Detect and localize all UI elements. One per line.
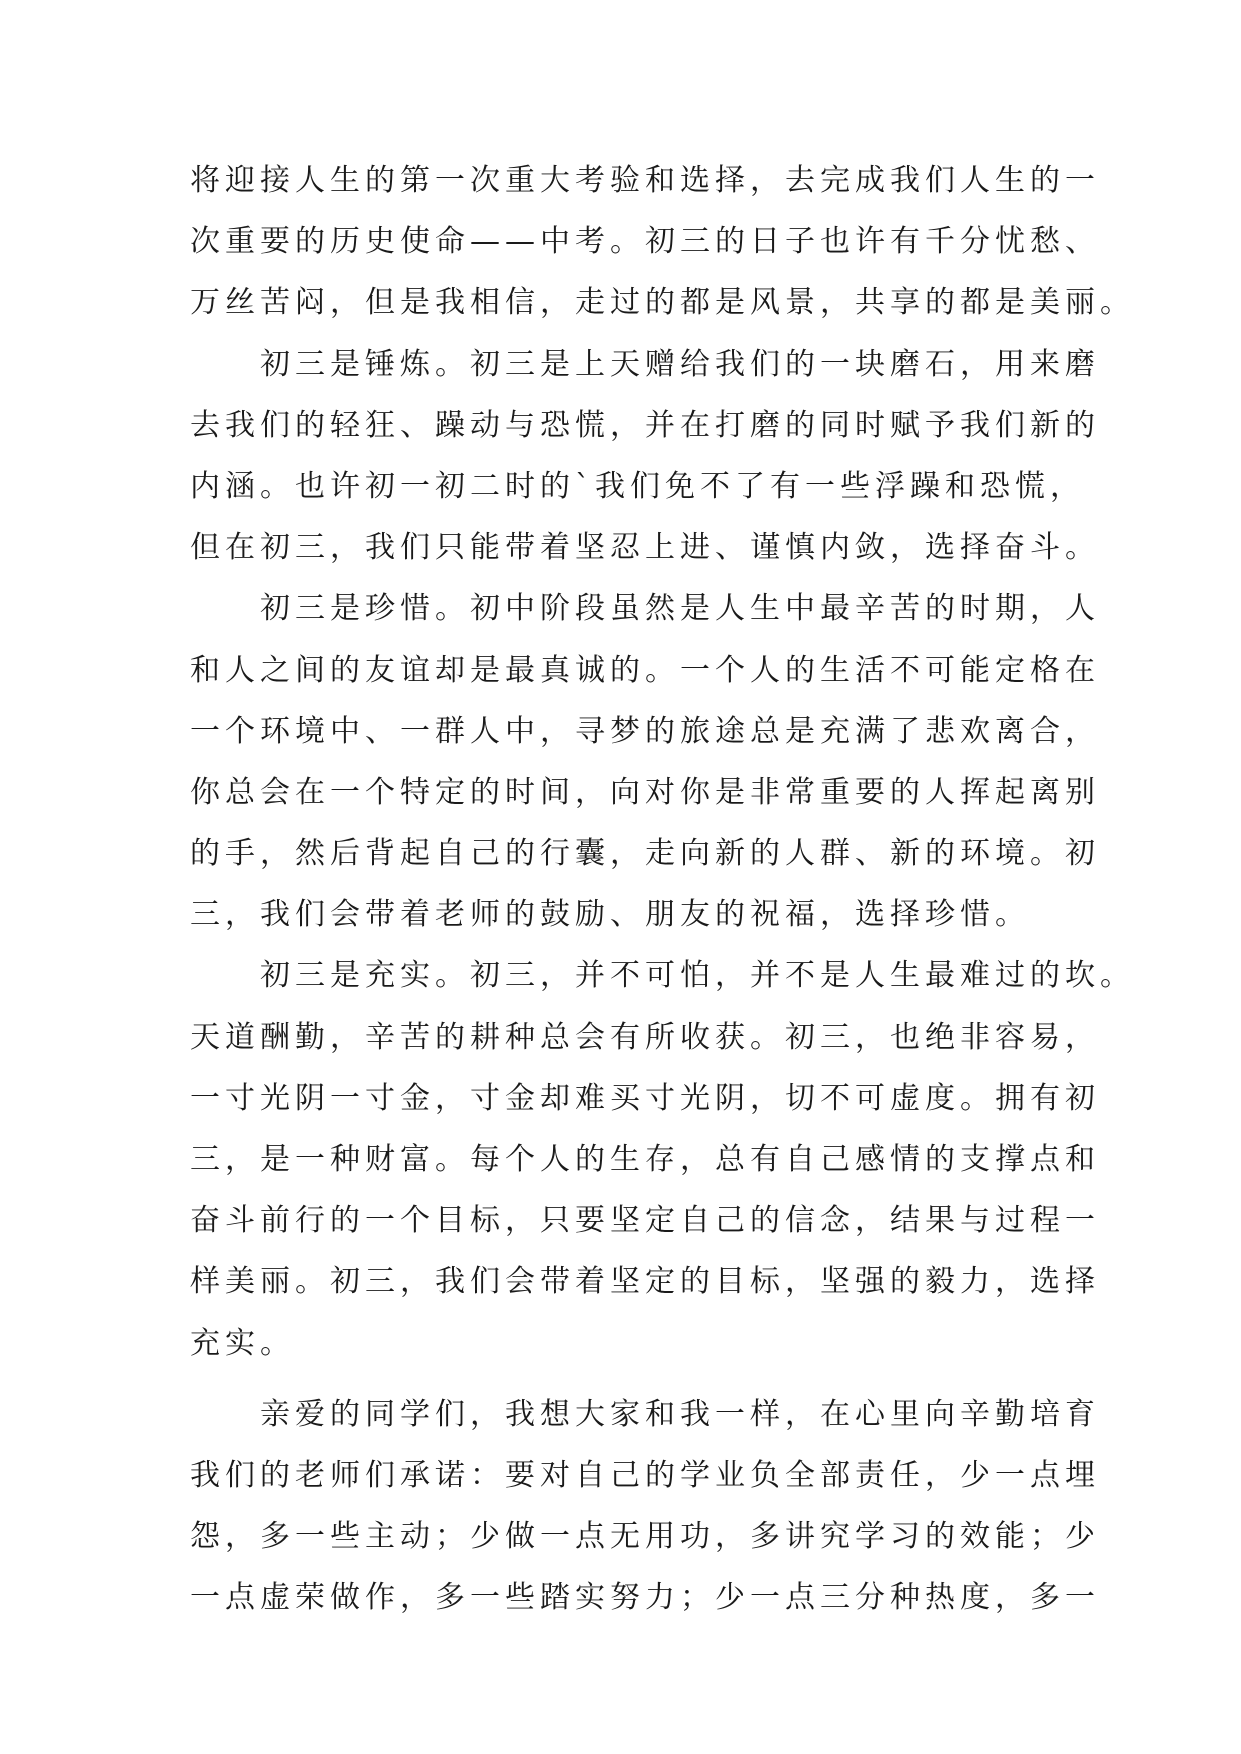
text-line: 怨，多一些主动；少做一点无用功，多讲究学习的效能；少 [190, 1519, 1100, 1555]
text-line: 将迎接人生的第一次重大考验和选择，去完成我们人生的一 [190, 163, 1100, 198]
speech-body-text [190, 150, 1135, 1629]
text-line: 充实。 [190, 1325, 295, 1361]
text-line: 万丝苦闷，但是我相信，走过的都是风景，共享的都是美丽。 [190, 285, 1135, 321]
text-line: 次重要的历史使命——中考。初三的日子也许有千分忧愁、 [190, 224, 1100, 260]
text-line: 奋斗前行的一个目标，只要坚定自己的信念，结果与过程一 [190, 1203, 1100, 1239]
paragraph-start-line: 亲爱的同学们，我想大家和我一样，在心里向辛勤培育 [260, 1396, 1100, 1432]
text-line: 三，是一种财富。每个人的生存，总有自己感情的支撑点和 [190, 1142, 1100, 1177]
paragraph-start-line: 初三是珍惜。初中阶段虽然是人生中最辛苦的时期，人 [260, 591, 1100, 627]
text-line: 我们的老师们承诺：要对自己的学业负全部责任，少一点埋 [190, 1457, 1100, 1493]
text-line: 内涵。也许初一初二时的`我们免不了有一些浮躁和恐慌， [190, 468, 1085, 504]
text-line: 一个环境中、一群人中，寻梦的旅途总是充满了悲欢离合， [190, 713, 1100, 749]
text-line: 样美丽。初三，我们会带着坚定的目标，坚强的毅力，选择 [190, 1264, 1100, 1300]
text-line: 三，我们会带着老师的鼓励、朋友的祝福，选择珍惜。 [190, 897, 1030, 933]
paragraph-start-line: 初三是充实。初三，并不可怕，并不是人生最难过的坎。 [260, 958, 1135, 994]
paragraph-start-line: 初三是锤炼。初三是上天赠给我们的一块磨石，用来磨 [260, 346, 1100, 382]
text-line: 一寸光阴一寸金，寸金却难买寸光阴，切不可虚度。拥有初 [190, 1080, 1100, 1116]
text-line: 的手，然后背起自己的行囊，走向新的人群、新的环境。初 [190, 836, 1100, 872]
text-line: 去我们的轻狂、躁动与恐慌，并在打磨的同时赋予我们新的 [190, 407, 1100, 443]
text-line: 一点虚荣做作，多一些踏实努力；少一点三分种热度，多一 [190, 1580, 1100, 1616]
text-line: 但在初三，我们只能带着坚忍上进、谨慎内敛，选择奋斗。 [190, 530, 1100, 566]
text-line: 天道酬勤，辛苦的耕种总会有所收获。初三，也绝非容易， [190, 1019, 1100, 1055]
text-line: 和人之间的友谊却是最真诚的。一个人的生活不可能定格在 [190, 652, 1100, 688]
text-line: 你总会在一个特定的时间，向对你是非常重要的人挥起离别 [190, 774, 1100, 810]
